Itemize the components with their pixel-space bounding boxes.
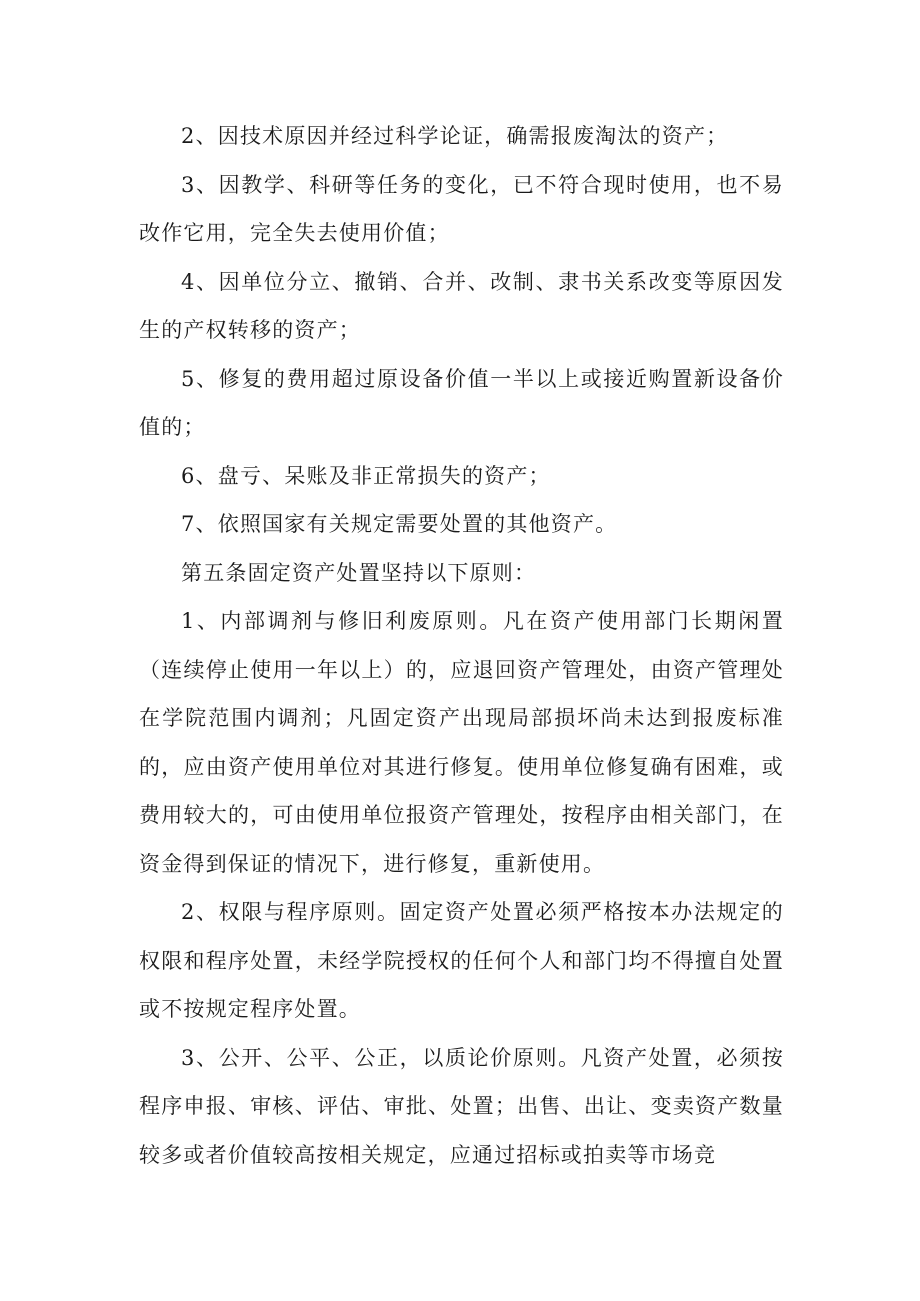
paragraph-item-7: 7、依照国家有关规定需要处置的其他资产。 bbox=[181, 512, 618, 536]
paragraph-item-5: 5、修复的费用超过原设备价值一半以上或接近购置新设备价值的； bbox=[139, 366, 784, 439]
paragraph-item-4: 4、因单位分立、撤销、合并、改制、隶书关系改变等原因发生的产权转移的资产； bbox=[139, 269, 784, 342]
paragraph-item-2: 2、因技术原因并经过科学论证，确需报废淘汰的资产； bbox=[181, 124, 729, 148]
principle-3: 3、公开、公平、公正，以质论价原则。凡资产处置，必须按程序申报、审核、评估、审批、处置；出售、出让、变卖资产数量较多或者价值较高按相关规定，应通过招标或拍卖等市场竞 bbox=[139, 1045, 784, 1167]
principle-2: 2、权限与程序原则。固定资产处置必须严格按本办法规定的权限和程序处置，未经学院授权的任何个人和部门均不得擅自处置或不按规定程序处置。 bbox=[139, 900, 784, 1021]
document-body bbox=[139, 112, 784, 1179]
paragraph-item-3: 3、因教学、科研等任务的变化，已不符合现时使用，也不易改作它用，完全失去使用价值； bbox=[139, 172, 784, 245]
article-five-heading: 第五条固定资产处置坚持以下原则： bbox=[181, 560, 537, 585]
principle-1: 1、内部调剂与修旧利废原则。凡在资产使用部门长期闲置（连续停止使用一年以上）的，应退回资产管理处，由资产管理处在学院范围内调剂；凡固定资产出现局部损坏尚未达到报废标准的，应由资产使用单位对其进行修复。使用单位修复确有困难，或费用较大的，可由使用单位报资产管理处，按程序由相关部门，在资金得到保证的情况下，进行修复，重新使用。 bbox=[139, 609, 784, 876]
paragraph-item-6: 6、盘亏、呆账及非正常损失的资产； bbox=[181, 463, 551, 488]
